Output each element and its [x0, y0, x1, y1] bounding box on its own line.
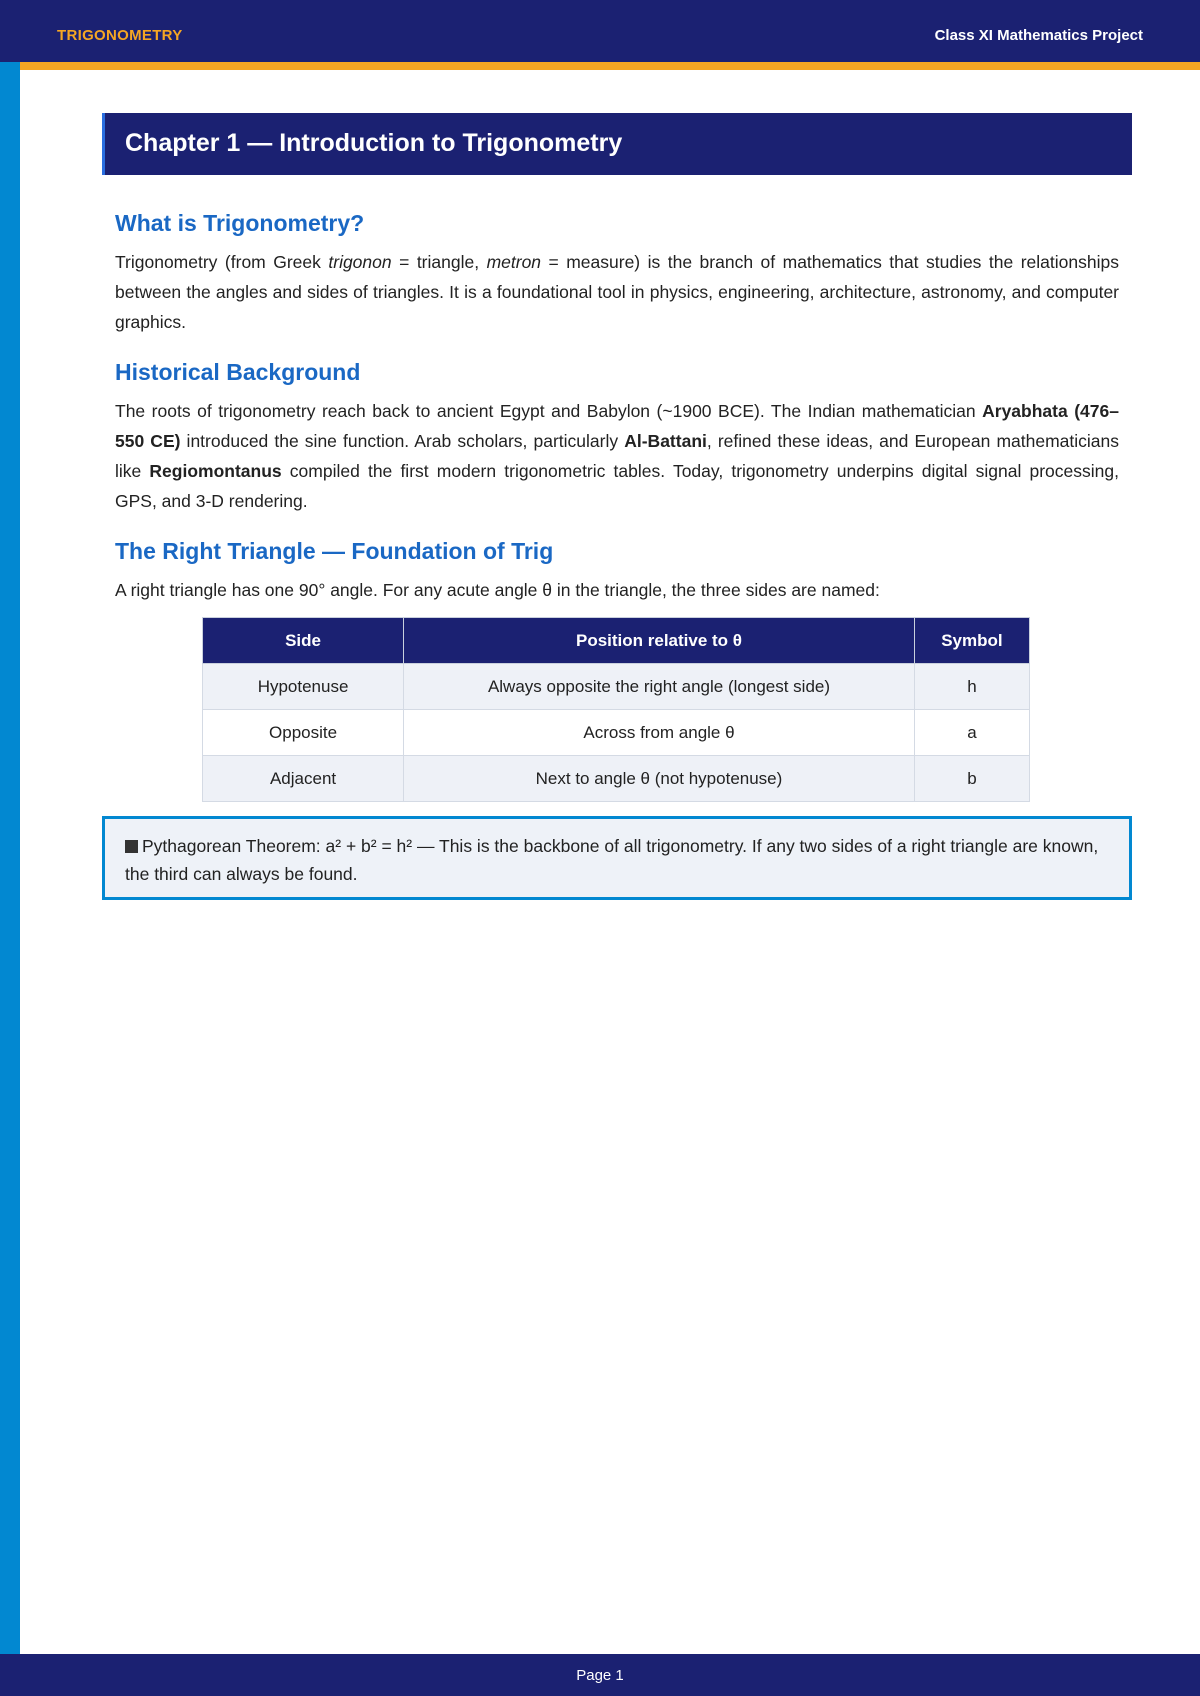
- table-row: [203, 664, 1030, 710]
- text-run: = triangle,: [391, 252, 487, 272]
- bold-term: Aryabhata (476–550 CE): [115, 401, 1119, 451]
- table-cell: Across from angle θ: [404, 710, 915, 756]
- section-paragraph: A right triangle has one 90° angle. For any acute angle θ in the triangle, the three sides are named:: [115, 580, 880, 600]
- main-content: [115, 210, 1119, 802]
- section-right-triangle: [115, 538, 1119, 802]
- table-row: [203, 710, 1030, 756]
- section-paragraph: [115, 396, 1119, 516]
- table-row: [203, 756, 1030, 802]
- section-heading: What is Trigonometry?: [115, 210, 365, 236]
- header-subject-label: TRIGONOMETRY: [57, 27, 183, 44]
- text-run: Trigonometry (from Greek: [115, 252, 329, 272]
- table-cell: a: [914, 710, 1029, 756]
- table-cell: Opposite: [203, 710, 404, 756]
- section-history: [115, 359, 1119, 516]
- header-project-label: Class XI Mathematics Project: [934, 27, 1143, 44]
- callout-text: Pythagorean Theorem: a² + b² = h² — This is the backbone of all trigonometry. If any two sides of a right triangle are known, the third can always be found.: [125, 836, 1099, 884]
- table-cell: h: [914, 664, 1029, 710]
- table-cell: Hypotenuse: [203, 664, 404, 710]
- text-run: = measure) is the branch of mathematics that studies the relationships between the angles and sides of triangles. It is a foundational tool in physics, engineering, architecture, astronomy, and computer graphics.: [115, 252, 1119, 332]
- table-header-row: [203, 618, 1030, 664]
- chapter-title: Chapter 1 — Introduction to Trigonometry: [125, 129, 623, 157]
- bold-term: Al-Battani: [624, 431, 707, 451]
- theorem-callout: [102, 816, 1132, 900]
- text-run: introduced the sine function. Arab scholars, particularly: [180, 431, 625, 451]
- table-cell: Adjacent: [203, 756, 404, 802]
- square-bullet-icon: [125, 840, 138, 853]
- table-cell: Next to angle θ (not hypotenuse): [404, 756, 915, 802]
- table-header-cell: Side: [203, 618, 404, 664]
- emphasis-term: metron: [486, 252, 542, 272]
- bold-term: Regiomontanus: [149, 461, 282, 481]
- table-header-cell: Position relative to θ: [404, 618, 915, 664]
- table-cell: b: [914, 756, 1029, 802]
- section-heading: The Right Triangle — Foundation of Trig: [115, 538, 554, 564]
- page-number: Page 1: [576, 1667, 624, 1684]
- chapter-banner: [102, 113, 1132, 175]
- section-heading: Historical Background: [115, 359, 361, 385]
- emphasis-term: trigonon: [328, 252, 392, 272]
- text-run: compiled the first modern trigonometric tables. Today, trigonometry underpins digital signal processing, GPS, and 3-D rendering.: [115, 461, 1119, 511]
- text-run: , refined these ideas, and European mathematicians like: [115, 431, 1120, 481]
- side-accent-stripe: [0, 62, 20, 1654]
- section-what-is-trig: [115, 210, 1119, 337]
- text-run: The roots of trigonometry reach back to ancient Egypt and Babylon (~1900 BCE). The Indian mathematician: [115, 401, 983, 421]
- header-accent-rule: [20, 62, 1200, 70]
- table-header-cell: Symbol: [914, 618, 1029, 664]
- table-cell: Always opposite the right angle (longest side): [404, 664, 915, 710]
- sides-table: [202, 617, 1030, 802]
- section-paragraph: [115, 247, 1119, 337]
